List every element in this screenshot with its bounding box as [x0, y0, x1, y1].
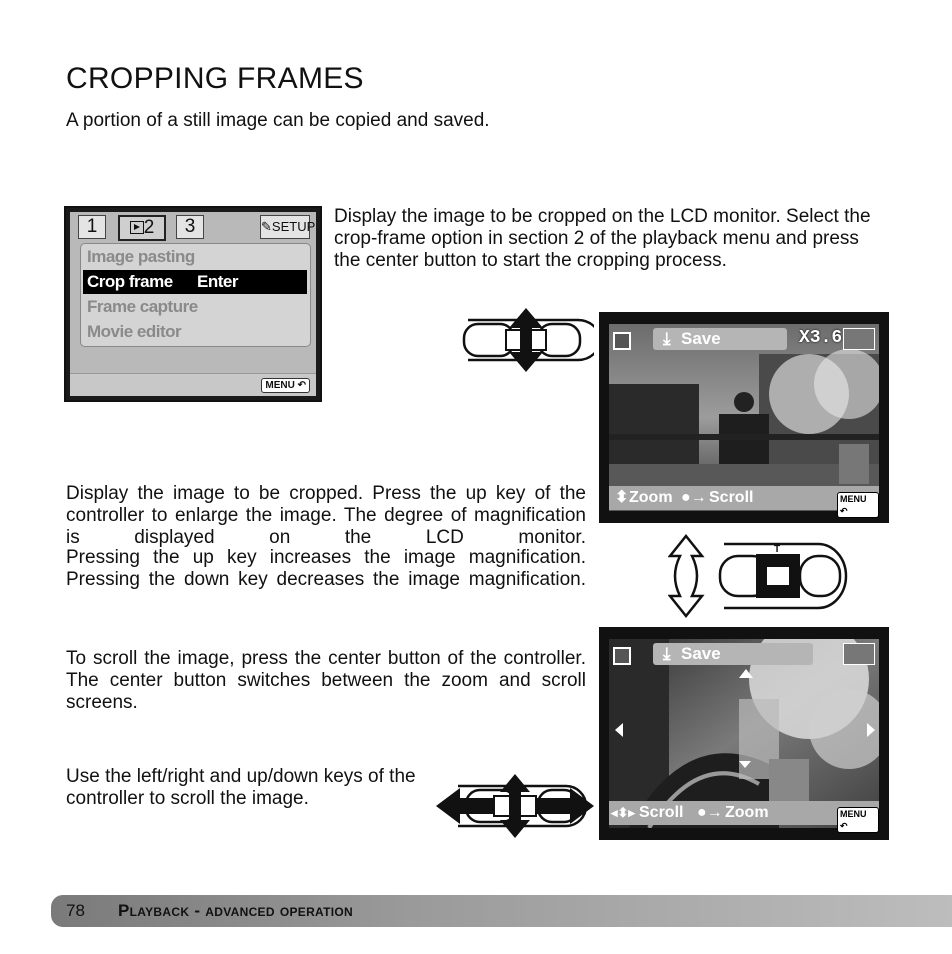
zoom-status-bar: ⬍ Zoom ●→ Scroll MENU ↶: [609, 486, 879, 510]
street-scene-image: [609, 324, 879, 511]
playback-mode-icon-2: [613, 647, 631, 665]
scroll-down-arrow-icon: [739, 761, 751, 768]
center-button-icon-2: ●→: [697, 804, 723, 821]
instruction-step-2a: Display the image to be cropped. Press the up key of the controller to enlarge the image. The degree of magnification is displayed on the LCD monitor.: [66, 483, 586, 548]
cropped-photo: [609, 324, 879, 511]
playback-mode-icon: [613, 332, 631, 350]
wide-label: W: [773, 586, 783, 597]
save-icon: ⤓: [663, 329, 671, 348]
lcd-zoom-screen: [599, 312, 889, 523]
scroll-left-arrow-icon: [615, 723, 623, 737]
menu-item-value: Enter: [197, 272, 238, 291]
up-down-icon: ⬍: [615, 489, 629, 506]
tele-label: T: [774, 544, 781, 555]
scroll-photo: [609, 639, 879, 828]
menu-item-movie-editor[interactable]: Movie editor: [87, 322, 182, 341]
section-name: Playback - advanced operation: [118, 901, 353, 920]
instruction-step-1: Display the image to be cropped on the LCD monitor. Select the crop-frame option in section 2 of the playback menu and press the center button to start the cropping process.: [334, 206, 871, 271]
save-icon-2: ⤓: [663, 644, 671, 663]
menu-item-image-pasting[interactable]: Image pasting: [87, 247, 195, 266]
menu-back-button[interactable]: MENU ↶: [261, 378, 310, 393]
controller-zoom-icon: [668, 534, 852, 618]
menu-tab-3[interactable]: 3: [176, 215, 204, 239]
controller-up-down-icon: [458, 306, 594, 374]
save-label-2[interactable]: Save ⤓: [653, 643, 813, 665]
menu-item-crop-frame[interactable]: Crop frame Enter: [83, 270, 307, 294]
save-label[interactable]: Save ⤓: [653, 328, 787, 350]
play-icon: [130, 221, 144, 234]
page-number: 78: [66, 901, 85, 920]
instruction-step-3: To scroll the image, press the center button of the controller. The center button switches between the zoom and scroll screens.: [66, 648, 586, 713]
scroll-up-arrow-icon: [739, 669, 753, 678]
scroll-right-arrow-icon: [867, 723, 875, 737]
position-thumbnail-icon: [843, 328, 875, 350]
instruction-step-2b: Pressing the up key increases the image magnification. Pressing the down key decreases the image magnification.: [66, 547, 586, 590]
canal-scene-image: [609, 639, 879, 828]
wrench-icon: ✎: [261, 219, 272, 234]
menu-tabs: [70, 212, 316, 242]
position-thumbnail-icon-2: [843, 643, 875, 665]
scroll-status-bar: ◂⬍▸ Scroll ●→ Zoom MENU ↶: [609, 801, 879, 825]
menu-tab-1[interactable]: 1: [78, 215, 106, 239]
page-title: CROPPING FRAMES: [66, 62, 364, 95]
playback-menu-screenshot: [64, 206, 322, 402]
menu-items-panel: [80, 243, 311, 347]
menu-button-icon: MENU ↶: [837, 492, 879, 518]
menu-tab-2[interactable]: 2: [118, 215, 166, 241]
zoom-level-indicator: X3.6: [799, 328, 843, 348]
four-way-icon: ◂⬍▸: [611, 805, 635, 820]
menu-button-icon-2: MENU ↶: [837, 807, 879, 833]
menu-tab-setup[interactable]: ✎SETUP: [260, 215, 310, 239]
instruction-step-4: Use the left/right and up/down keys of the controller to scroll the image.: [66, 766, 416, 809]
page-subtitle: A portion of a still image can be copied and saved.: [66, 110, 490, 131]
controller-four-way-icon: [436, 774, 594, 838]
center-button-icon: ●→: [681, 489, 707, 506]
lcd-scroll-screen: [599, 627, 889, 840]
menu-item-frame-capture[interactable]: Frame capture: [87, 297, 198, 316]
